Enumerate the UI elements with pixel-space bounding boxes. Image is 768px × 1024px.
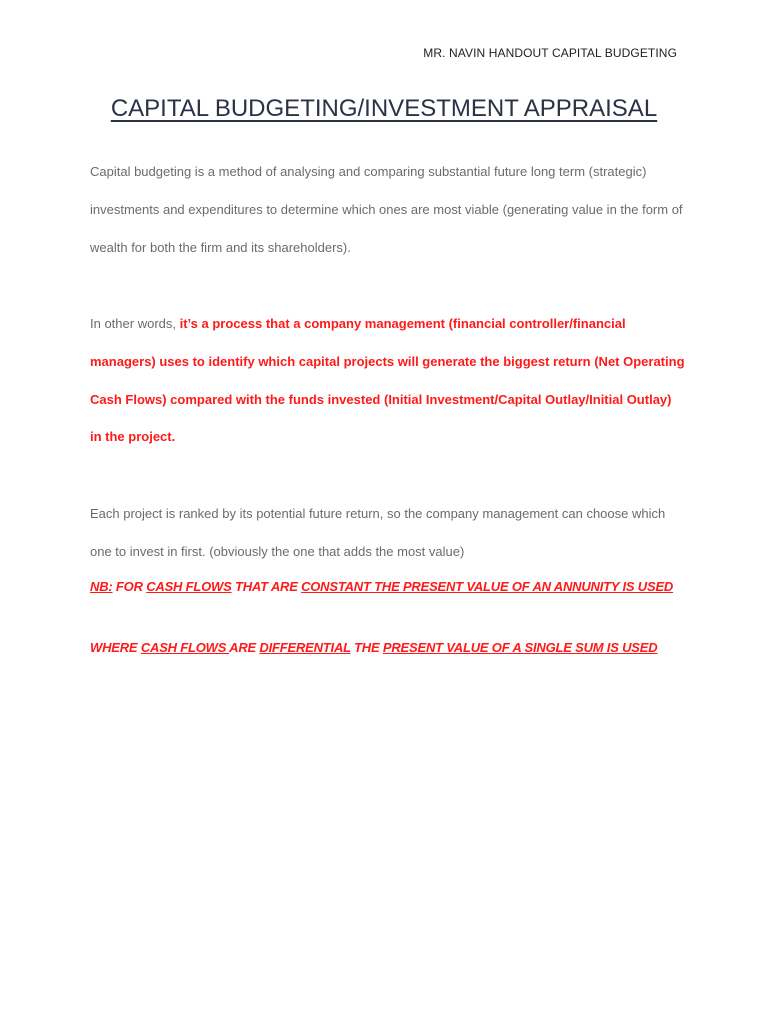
single-sum-clause: PRESENT VALUE OF A SINGLE SUM IS USED [382,640,658,655]
in-other-words-paragraph [90,305,685,456]
nb-constant-cash-flows-note [90,579,673,594]
where-are-text: ARE [229,640,260,655]
where-text: WHERE [90,640,141,655]
intro-paragraph: Capital budgeting is a method of analysing and comparing substantial future long term (strategic) investments and expenditures to determine which ones are most viable (generating value in the form of wealth for both the firm and its shareholders). [90,164,683,255]
nb-that-are-text: THAT ARE [231,579,302,594]
where-the-text: THE [350,640,383,655]
in-other-words-prefix: In other words, [90,316,180,331]
differential-text: DIFFERENTIAL [259,640,351,655]
page-header: MR. NAVIN HANDOUT CAPITAL BUDGETING [423,46,677,60]
ranking-paragraph: Each project is ranked by its potential future return, so the company management can choose which one to invest in first. (obviously the one that adds the most value) [90,506,666,559]
nb-annuity-clause: CONSTANT THE PRESENT VALUE OF AN ANNUNITY IS USED [301,579,674,594]
nb-for-text: FOR [112,579,147,594]
nb-cash-flows-text: CASH FLOWS [146,579,232,594]
where-cash-flows-text: CASH FLOWS [140,640,230,655]
differential-cash-flows-note [90,640,657,655]
page-title: CAPITAL BUDGETING/INVESTMENT APPRAISAL [110,95,658,122]
process-definition-emphasis: it’s a process that a company management (financial controller/financial managers) uses to identify which capital projects will generate the biggest return (Net Operating Cash Flows) compared with the funds invested (Initial Investment/Capital Outlay/Initial Outlay) in the project. [90,316,685,445]
nb-label: NB: [90,579,113,594]
